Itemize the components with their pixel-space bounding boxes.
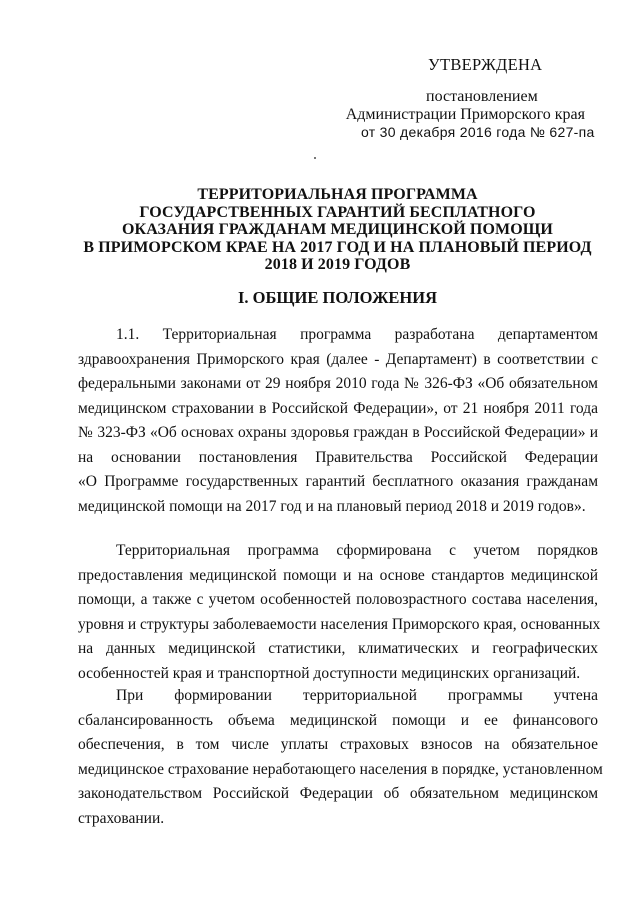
approval-date-number: от 30 декабря 2016 года № 627-па [361,124,595,140]
title-line: ГОСУДАРСТВЕННЫХ ГАРАНТИЙ БЕСПЛАТНОГО [139,203,536,221]
paragraph-line: сбалансированность объема медицинской помощи и ее финансового [78,711,598,729]
paragraph-line: предоставления медицинской помощи и на основе стандартов медицинской [78,566,598,584]
paragraph-1 [78,323,598,519]
paragraph-line: Территориальная программа сформирована с учетом порядков [116,542,598,559]
paragraph-line: При формировании территориальной программы учтена [116,687,598,704]
paragraph-line: здравоохранения Приморского края (далее - Департамент) в соответствии с [78,350,598,368]
paragraph-line: на основании постановления Правительства Российской Федерации [78,448,598,466]
paragraph-line: на данных медицинской статистики, климатических и географических [78,640,598,657]
paragraph-line: страховании. [78,809,165,827]
title-line: В ПРИМОРСКОМ КРАЕ НА 2017 ГОД И НА ПЛАНОВЫЙ ПЕРИОД [83,238,592,256]
paragraph-line: законодательством Российской Федерации об обязательном медицинском [78,785,598,802]
paragraph-line: медицинское страхование неработающего населения в порядке, установленном [78,760,603,778]
title-line: ОКАЗАНИЯ ГРАЖДАНАМ МЕДИЦИНСКОЙ ПОМОЩИ [122,221,553,238]
paragraph-line: «О Программе государственных гарантий бесплатного оказания гражданам [78,473,598,490]
paragraph-line: медицинском страховании в Российской Федерации», от 21 ноября 2011 года [78,399,598,417]
approval-decree-label: постановлением [426,88,538,105]
paragraph-2 [78,539,601,686]
section-heading: I. ОБЩИЕ ПОЛОЖЕНИЯ [238,288,437,307]
document-title [40,186,635,274]
paragraph-line: медицинской помощи на 2017 год и на плановый период 2018 и 2019 годов». [78,497,586,515]
approved-stamp-title: УТВЕРЖДЕНА [428,55,543,74]
paragraph-line: № 323-ФЗ «Об основах охраны здоровья граждан в Российской Федерации» и [78,424,598,441]
paragraph-line: особенностей края и транспортной доступности медицинских организаций. [78,664,581,682]
approval-authority: Администрации Приморского края [345,106,585,123]
paragraph-3 [78,684,603,831]
paragraph-line: уровня и структуры заболеваемости населения Приморского края, основанных [78,615,601,633]
title-line: 2018 И 2019 ГОДОВ [264,256,411,273]
paragraph-line: обеспечения, в том числе уплаты страховых взносов на обязательное [78,736,598,753]
title-line: ТЕРРИТОРИАЛЬНАЯ ПРОГРАММА [197,186,478,203]
paragraph-line: помощи, а также с учетом особенностей половозрастного состава населения, [78,591,598,608]
paragraph-line: 1.1. Территориальная программа разработана департаментом [116,326,598,343]
scan-dot [314,157,316,159]
paragraph-line: федеральными законами от 29 ноября 2010 года № 326-ФЗ «Об обязательном [78,375,598,392]
